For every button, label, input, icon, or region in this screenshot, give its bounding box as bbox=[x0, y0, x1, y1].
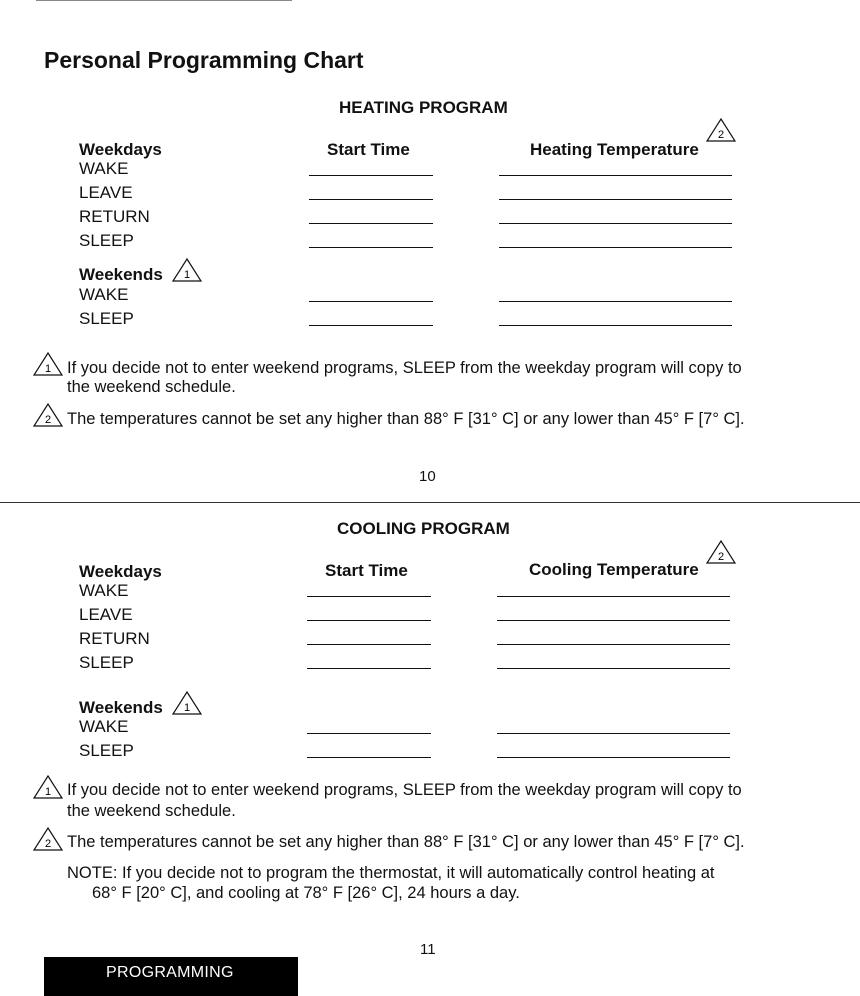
svg-text:1: 1 bbox=[44, 363, 52, 375]
heating-row-label: LEAVE bbox=[79, 183, 133, 202]
cooling-row-label: WAKE bbox=[79, 717, 129, 736]
warning-triangle-2-icon bbox=[706, 540, 736, 564]
warning-triangle-2-icon bbox=[706, 118, 736, 142]
cooling-weekends-label: Weekends bbox=[79, 698, 163, 717]
heating-start-time-blank[interactable] bbox=[309, 247, 433, 248]
svg-text:2: 2 bbox=[44, 414, 52, 426]
heating-row-label: WAKE bbox=[79, 285, 129, 304]
warning-triangle-1-icon bbox=[33, 775, 63, 799]
footer-section-label: PROGRAMMING bbox=[106, 964, 234, 981]
final-note-line-2: 68° F [20° C], and cooling at 78° F [26° C], 24 hours a day. bbox=[92, 884, 520, 902]
cooling-temperature-blank[interactable] bbox=[497, 668, 730, 669]
page-divider bbox=[0, 502, 860, 503]
warning-triangle-1-icon bbox=[172, 258, 202, 282]
heating-program-title: HEATING PROGRAM bbox=[339, 98, 508, 117]
page-number-11: 11 bbox=[420, 941, 436, 958]
heating-temperature-blank[interactable] bbox=[499, 223, 732, 224]
heating-note-1-line-1: If you decide not to enter weekend programs, SLEEP from the weekday program will copy to bbox=[67, 359, 742, 377]
heating-row-label: SLEEP bbox=[79, 231, 134, 250]
heating-start-time-blank[interactable] bbox=[309, 325, 433, 326]
heating-temperature-blank[interactable] bbox=[499, 175, 732, 176]
heating-start-time-blank[interactable] bbox=[309, 223, 433, 224]
cooling-row-label: RETURN bbox=[79, 629, 150, 648]
top-rule bbox=[36, 0, 292, 1]
page-number-10: 10 bbox=[419, 468, 436, 485]
cooling-note-1-line-1: If you decide not to enter weekend programs, SLEEP from the weekday program will copy to bbox=[67, 781, 742, 799]
heating-temperature-header: Heating Temperature bbox=[530, 140, 699, 159]
heating-start-time-blank[interactable] bbox=[309, 175, 433, 176]
svg-text:2: 2 bbox=[717, 129, 725, 141]
svg-text:2: 2 bbox=[44, 838, 52, 850]
cooling-weekdays-label: Weekdays bbox=[79, 562, 162, 581]
cooling-start-time-blank[interactable] bbox=[307, 596, 431, 597]
cooling-temperature-header: Cooling Temperature bbox=[529, 560, 699, 579]
cooling-start-time-blank[interactable] bbox=[307, 620, 431, 621]
heating-start-time-blank[interactable] bbox=[309, 301, 433, 302]
heating-temperature-blank[interactable] bbox=[499, 325, 732, 326]
cooling-temperature-blank[interactable] bbox=[497, 733, 730, 734]
cooling-temperature-blank[interactable] bbox=[497, 620, 730, 621]
svg-text:1: 1 bbox=[183, 269, 191, 281]
heating-temperature-blank[interactable] bbox=[499, 199, 732, 200]
cooling-note-1-line-2: the weekend schedule. bbox=[67, 802, 236, 820]
warning-triangle-1-icon bbox=[33, 352, 63, 376]
cooling-row-label: SLEEP bbox=[79, 653, 134, 672]
cooling-note-2: The temperatures cannot be set any higher than 88° F [31° C] or any lower than 45° F [7° C]. bbox=[67, 833, 745, 851]
cooling-start-time-blank[interactable] bbox=[307, 668, 431, 669]
heating-row-label: SLEEP bbox=[79, 309, 134, 328]
cooling-start-time-blank[interactable] bbox=[307, 757, 431, 758]
cooling-start-time-header: Start Time bbox=[325, 561, 408, 580]
heating-row-label: WAKE bbox=[79, 159, 129, 178]
cooling-row-label: SLEEP bbox=[79, 741, 134, 760]
cooling-row-label: WAKE bbox=[79, 581, 129, 600]
page-title: Personal Programming Chart bbox=[44, 47, 364, 73]
svg-text:1: 1 bbox=[183, 702, 191, 714]
cooling-start-time-blank[interactable] bbox=[307, 644, 431, 645]
warning-triangle-2-icon bbox=[33, 403, 63, 427]
heating-start-time-header: Start Time bbox=[327, 140, 410, 159]
heating-note-2: The temperatures cannot be set any higher than 88° F [31° C] or any lower than 45° F [7° C]. bbox=[67, 410, 745, 428]
cooling-program-title: COOLING PROGRAM bbox=[337, 519, 510, 538]
warning-triangle-1-icon bbox=[172, 691, 202, 715]
heating-temperature-blank[interactable] bbox=[499, 301, 732, 302]
heating-weekdays-label: Weekdays bbox=[79, 140, 162, 159]
svg-text:2: 2 bbox=[717, 551, 725, 563]
cooling-temperature-blank[interactable] bbox=[497, 757, 730, 758]
heating-row-label: RETURN bbox=[79, 207, 150, 226]
heating-temperature-blank[interactable] bbox=[499, 247, 732, 248]
cooling-temperature-blank[interactable] bbox=[497, 596, 730, 597]
heating-note-1-line-2: the weekend schedule. bbox=[67, 378, 236, 396]
heating-weekends-label: Weekends bbox=[79, 265, 163, 284]
warning-triangle-2-icon bbox=[33, 827, 63, 851]
footer-section-tab bbox=[44, 957, 298, 996]
cooling-start-time-blank[interactable] bbox=[307, 733, 431, 734]
svg-text:1: 1 bbox=[44, 786, 52, 798]
final-note-line-1: NOTE: If you decide not to program the thermostat, it will automatically control heating at bbox=[67, 864, 715, 882]
cooling-temperature-blank[interactable] bbox=[497, 644, 730, 645]
cooling-row-label: LEAVE bbox=[79, 605, 133, 624]
heating-start-time-blank[interactable] bbox=[309, 199, 433, 200]
